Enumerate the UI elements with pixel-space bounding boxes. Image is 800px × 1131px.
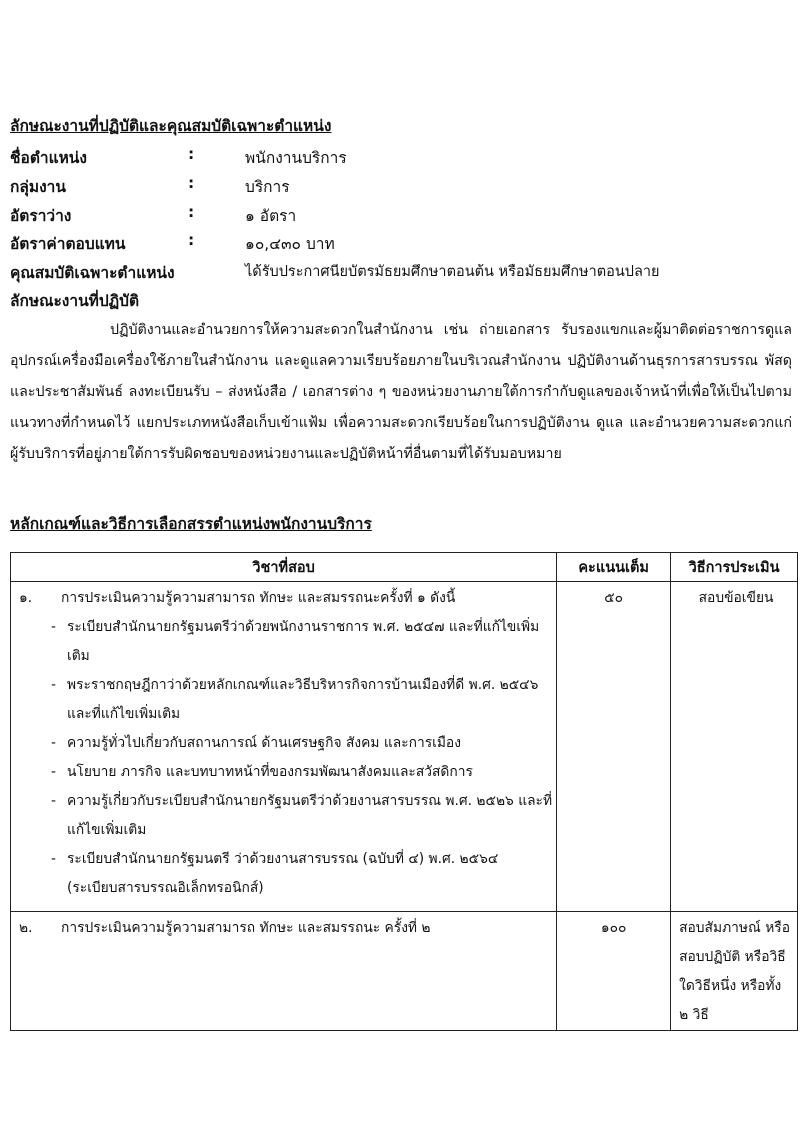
- field-label: อัตราค่าตอบแทน: [10, 235, 126, 253]
- field-label: กลุ่มงาน: [10, 178, 66, 196]
- topic-text: พระราชกฤษฎีกาว่าด้วยหลักเกณฑ์และวิธีบริหารกิจการบ้านเมืองที่ดี พ.ศ. ๒๕๔๖ และที่แก้ไขเพิ่มเติม: [67, 677, 539, 722]
- field-value: พนักงานบริการ: [245, 149, 347, 167]
- item-number: ๑.: [19, 590, 33, 606]
- exam-table: [10, 552, 798, 1031]
- table-row: [11, 582, 798, 912]
- subject-cell: [11, 582, 557, 912]
- field-value: ๑๐,๔๓๐ บาท: [245, 235, 335, 253]
- field-colon: :: [188, 203, 195, 221]
- header-full-score: คะแนนเต็ม: [557, 553, 671, 582]
- duties-paragraph: ปฏิบัติงานและอำนวยการให้ความสะดวกในสำนักงาน เช่น ถ่ายเอกสาร รับรองแขกและผู้มาติดต่อราชการดูแลอุปกรณ์เครื่องมือเครื่องใช้ภายในสำนักงาน และดูแลความเรียบร้อยภายในบริเวณสำนักงาน ปฏิบัติงานด้านธุรการสารบรรณ พัสดุ และประชาสัมพันธ์ ลงทะเบียนรับ – ส่งหนังสือ / เอกสารต่าง ๆ ของหน่วยงานภายใต้การกำกับดูแลของเจ้าหน้าที่เพื่อให้เป็นไปตามแนวทางที่กำหนดไว้ แยกประเภทหนังสือเก็บเข้าแฟ้ม เพื่อความสะดวกเรียบร้อยในการปฏิบัติงาน ดูแล และอำนวยความสะดวกแก่ผู้รับบริการที่อยู่ภายใต้การรับผิดชอบของหน่วยงานและปฏิบัติหน้าที่อื่นตามที่ได้รับมอบหมาย: [10, 322, 792, 462]
- field-colon: :: [188, 145, 195, 163]
- header-method: วิธีการประเมิน: [671, 553, 798, 582]
- field-colon: :: [188, 231, 195, 249]
- list-item: - ระเบียบสำนักนายกรัฐมนตรี ว่าด้วยงานสารบรรณ (ฉบับที่ ๔) พ.ศ. ๒๕๖๔ (ระเบียบสารบรรณอิเล็กทรอนิกส์): [51, 845, 552, 903]
- list-item: - ความรู้เกี่ยวกับระเบียบสำนักนายกรัฐมนตรีว่าด้วยงานสารบรรณ พ.ศ. ๒๕๒๖ และที่แก้ไขเพิ่มเติม: [51, 787, 552, 845]
- list-item: - ความรู้ทั่วไปเกี่ยวกับสถานการณ์ ด้านเศรษฐกิจ สังคม และการเมือง: [51, 729, 552, 758]
- table-header-row: [11, 553, 798, 582]
- section-heading-selection-criteria: หลักเกณฑ์และวิธีการเลือกสรรตำแหน่งพนักงานบริการ: [10, 515, 372, 533]
- item-title: การประเมินความรู้ความสามารถ ทักษะ และสมรรถนะครั้งที่ ๑ ดังนี้: [61, 590, 456, 606]
- table-row: [11, 912, 798, 1031]
- score-cell: [557, 912, 671, 1031]
- field-label: ชื่อตำแหน่ง: [10, 149, 87, 167]
- list-item: - พระราชกฤษฎีกาว่าด้วยหลักเกณฑ์และวิธีบริหารกิจการบ้านเมืองที่ดี พ.ศ. ๒๕๔๖ และที่แก้ไขเพิ่มเติม: [51, 671, 552, 729]
- topic-text: นโยบาย ภารกิจ และบทบาทหน้าที่ของกรมพัฒนาสังคมและสวัสดิการ: [67, 764, 473, 780]
- topic-text: ระเบียบสำนักนายกรัฐมนตรีว่าด้วยพนักงานราชการ พ.ศ. ๒๕๔๗ และที่แก้ไขเพิ่มเติม: [67, 619, 540, 664]
- topic-text: ความรู้ทั่วไปเกี่ยวกับสถานการณ์ ด้านเศรษฐกิจ สังคม และการเมือง: [67, 735, 461, 751]
- score-cell: [557, 582, 671, 912]
- score-value: ๕๐: [604, 590, 624, 606]
- list-item: - ระเบียบสำนักนายกรัฐมนตรีว่าด้วยพนักงานราชการ พ.ศ. ๒๕๔๗ และที่แก้ไขเพิ่มเติม: [51, 613, 552, 671]
- method-value: สอบสัมภาษณ์ หรือสอบปฏิบัติ หรือวิธีใดวิธีหนึ่ง หรือทั้ง ๒ วิธี: [679, 920, 790, 1023]
- field-label: อัตราว่าง: [10, 207, 72, 225]
- topic-list: [11, 613, 556, 903]
- field-value: บริการ: [245, 178, 290, 196]
- method-value: สอบข้อเขียน: [698, 590, 774, 606]
- subject-cell: [11, 912, 557, 1031]
- field-value: ได้รับประกาศนียบัตรมัธยมศึกษาตอนต้น หรือมัธยมศึกษาตอนปลาย: [245, 264, 660, 280]
- section-heading-job-description: ลักษณะงานที่ปฏิบัติและคุณสมบัติเฉพาะตำแหน่ง: [10, 117, 332, 135]
- header-subject: วิชาที่สอบ: [11, 553, 557, 582]
- score-value: ๑๐๐: [600, 920, 627, 936]
- field-value: ๑ อัตรา: [245, 207, 297, 225]
- topic-text: ระเบียบสำนักนายกรัฐมนตรี ว่าด้วยงานสารบรรณ (ฉบับที่ ๔) พ.ศ. ๒๕๖๔ (ระเบียบสารบรรณอิเล็กทรอนิกส์): [67, 851, 499, 896]
- field-colon: :: [188, 174, 195, 192]
- method-cell: [671, 582, 798, 912]
- item-number: ๒.: [19, 920, 33, 936]
- duties-heading: ลักษณะงานที่ปฏิบัติ: [10, 292, 140, 310]
- item-title: การประเมินความรู้ความสามารถ ทักษะ และสมรรถนะ ครั้งที่ ๒: [61, 920, 431, 936]
- method-cell: [671, 912, 798, 1031]
- topic-text: ความรู้เกี่ยวกับระเบียบสำนักนายกรัฐมนตรีว่าด้วยงานสารบรรณ พ.ศ. ๒๕๒๖ และที่แก้ไขเพิ่มเติม: [67, 793, 553, 838]
- field-label: คุณสมบัติเฉพาะตำแหน่ง: [10, 264, 175, 282]
- list-item: - นโยบาย ภารกิจ และบทบาทหน้าที่ของกรมพัฒนาสังคมและสวัสดิการ: [51, 758, 552, 787]
